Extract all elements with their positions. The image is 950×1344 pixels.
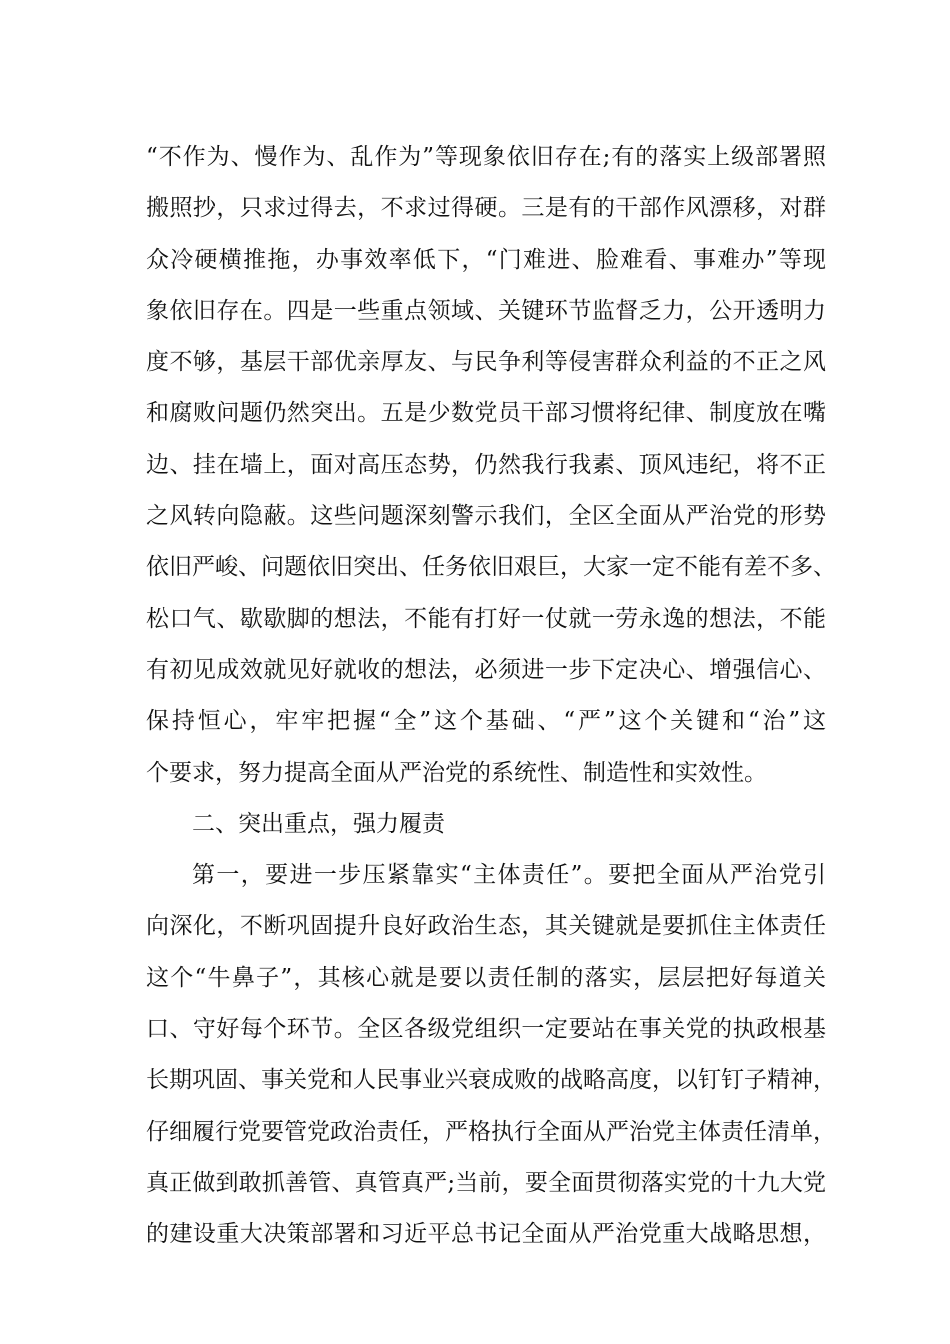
text-line: 真正做到敢抓善管、真管真严;当前，要全面贯彻落实党的十九大党 (146, 1169, 826, 1196)
text-line: 保持恒心，牢牢把握“全”这个基础、“严”这个关键和“治”这 (146, 708, 826, 735)
text-line: 松口气、歇歇脚的想法，不能有打好一仗就一劳永逸的想法，不能 (146, 605, 826, 632)
text-line: 之风转向隐蔽。这些问题深刻警示我们，全区全面从严治党的形势 (146, 503, 826, 530)
text-line: 这个“牛鼻子”，其核心就是要以责任制的落实，层层把好每道关 (146, 964, 826, 991)
text-line: 口、守好每个环节。全区各级党组织一定要站在事关党的执政根基 (146, 1016, 826, 1043)
section-heading: 二、突出重点，强力履责 (192, 810, 445, 837)
text-line: 边、挂在墙上，面对高压态势，仍然我行我素、顶风违纪，将不正 (146, 451, 826, 478)
text-line: 众冷硬横推拖，办事效率低下，“门难进、脸难看、事难办”等现 (146, 246, 826, 273)
paragraph-first-line: 第一，要进一步压紧靠实“主体责任”。要把全面从严治党引 (192, 862, 826, 889)
text-line: 的建设重大决策部署和习近平总书记全面从严治党重大战略思想， (146, 1221, 826, 1248)
text-line: 象依旧存在。四是一些重点领域、关键环节监督乏力，公开透明力 (146, 297, 826, 324)
text-line: “不作为、慢作为、乱作为”等现象依旧存在;有的落实上级部署照 (146, 144, 826, 170)
text-line: 度不够，基层干部优亲厚友、与民争利等侵害群众利益的不正之风 (146, 349, 826, 376)
text-line: 仔细履行党要管党政治责任，严格执行全面从严治党主体责任清单， (146, 1118, 836, 1145)
document-body (146, 132, 836, 1261)
text-line: 有初见成效就见好就收的想法，必须进一步下定决心、增强信心、 (146, 656, 826, 683)
text-line: 长期巩固、事关党和人民事业兴衰成败的战略高度，以钉钉子精神， (146, 1067, 836, 1094)
text-line: 和腐败问题仍然突出。五是少数党员干部习惯将纪律、制度放在嘴 (146, 400, 826, 427)
text-line: 向深化，不断巩固提升良好政治生态，其关键就是要抓住主体责任 (146, 913, 826, 940)
text-line: 搬照抄，只求过得去，不求过得硬。三是有的干部作风漂移，对群 (146, 195, 826, 222)
text-line: 依旧严峻、问题依旧突出、任务依旧艰巨，大家一定不能有差不多、 (146, 554, 836, 581)
text-line: 个要求，努力提高全面从严治党的系统性、制造性和实效性。 (146, 759, 767, 786)
